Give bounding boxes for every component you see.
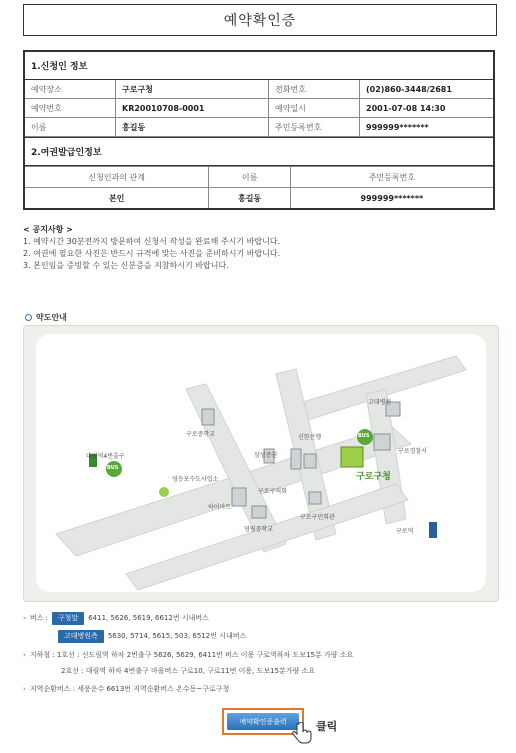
subway-line2: 2호선 : 대림역 하차 4번출구 마을버스 구로10, 구로11번 이용, 도보15분가량 소요 <box>61 667 316 675</box>
issuee-resident-header: 주민등록번호 <box>290 167 493 188</box>
reservation-no-label: 예약번호 <box>25 99 116 118</box>
notice-line: 1. 예약시간 30분전까지 방문하여 신청서 작성을 완료해 주시기 바랍니다. <box>23 237 281 246</box>
map-label-himart: 하이마트 <box>208 504 232 511</box>
subway-row <box>61 666 315 677</box>
bus-label: BUS <box>107 465 119 471</box>
bus-stop-badge: 고대병원측 <box>58 630 104 643</box>
map-label-samsung: 삼성증권 <box>254 452 278 459</box>
bus-row <box>23 612 209 625</box>
place-value: 구로구청 <box>116 80 269 99</box>
circular-bus-row <box>23 684 229 695</box>
map-label-daerim-station: 대림역4번출구 <box>86 453 125 460</box>
circular-bus-text: 지역순환버스 : 세풍운수 6613번 지역순환버스 온수동~구로구청 <box>29 685 230 693</box>
bullet-arrow-icon: › <box>23 651 26 659</box>
notice-line: 3. 본인임을 증빙할 수 있는 신분증을 지참하시기 바랍니다. <box>23 261 229 270</box>
bus-routes: 6411, 5626, 5619, 6612번 시내버스 <box>88 614 209 622</box>
phone-label: 전화번호 <box>269 80 360 99</box>
reservation-time-value: 2001-07-08 14:30 <box>360 99 494 118</box>
bus-label-text: 버스 : <box>29 614 48 622</box>
phone-value: (02)860-3448/2681 <box>360 80 494 99</box>
click-label: 클릭 <box>316 720 338 733</box>
table-row <box>25 167 493 188</box>
map-illustration <box>36 334 486 592</box>
map-box <box>23 325 499 602</box>
table-row <box>25 118 493 137</box>
map-label-guro-middle-school: 구로중학교 <box>186 431 215 438</box>
bullet-arrow-icon: › <box>23 614 26 622</box>
map-label-police: 구로경찰서 <box>398 448 427 455</box>
table-row <box>25 80 493 99</box>
issuee-resident-value: 999999******* <box>290 188 493 209</box>
pointer-hand-icon <box>292 722 312 744</box>
resident-no-label: 주민등록번호 <box>269 118 360 137</box>
map-label-hospital: 고대병원 <box>368 399 392 406</box>
notice-title: < 공지사항 > <box>23 225 73 234</box>
relation-header: 신청인과의 관계 <box>25 167 209 188</box>
map-label-shinhan-bank: 신한은행 <box>298 434 322 441</box>
name-label: 이름 <box>25 118 116 137</box>
bus-stop-badge: 구청앞 <box>52 612 84 625</box>
circle-bullet-icon <box>25 314 32 321</box>
map-label-city-hall: 구로구청 <box>356 472 391 482</box>
page-title-text: 예약확인증 <box>223 13 297 29</box>
bus-label: BUS <box>358 433 370 439</box>
page-title <box>23 4 497 36</box>
issuee-name-value: 홍길동 <box>209 188 290 209</box>
bus-row <box>58 630 246 643</box>
issuee-section-title: 2.여권발급인정보 <box>25 137 493 166</box>
map-label-water-office: 영등포수도사업소 <box>172 476 219 483</box>
subway-row <box>23 650 353 661</box>
reservation-info <box>23 50 495 210</box>
map-heading-text: 약도안내 <box>36 313 67 322</box>
map-label-council: 구로구의회 <box>258 488 287 495</box>
bullet-arrow-icon: › <box>23 685 26 693</box>
name-value: 홍길동 <box>116 118 269 137</box>
map-heading <box>25 312 67 323</box>
map <box>36 334 486 592</box>
relation-value: 본인 <box>25 188 209 209</box>
issuee-name-header: 이름 <box>209 167 290 188</box>
table-row <box>25 99 493 118</box>
reservation-no-value: KR20010708-0001 <box>116 99 269 118</box>
map-label-yeongrim-school: 영림중학교 <box>244 526 273 533</box>
map-label-guro-station: 구로역 <box>396 528 414 535</box>
applicant-section-title: 1.신청인 정보 <box>25 52 493 80</box>
print-confirmation-button[interactable]: 예약확인증출력 <box>227 713 299 730</box>
subway-line1: 지하철 : 1호선 : 신도림역 하차 2번출구 5626, 5629, 6411번 버스 이용 구로역하차 도보15분 가량 소요 <box>29 651 354 659</box>
applicant-table <box>25 80 493 137</box>
place-label: 예약장소 <box>25 80 116 99</box>
notice <box>23 224 280 272</box>
table-row <box>25 188 493 209</box>
notice-line: 2. 여권에 필요한 사진은 반드시 규격에 맞는 사진을 준비하시기 바랍니다. <box>23 249 281 258</box>
issuee-table <box>25 166 493 208</box>
map-label-civic-hall: 구로구민회관 <box>300 514 335 521</box>
resident-no-value: 999999******* <box>360 118 494 137</box>
bus-routes: 5630, 5714, 5615, 503, 6512번 시내버스 <box>107 632 247 640</box>
reservation-time-label: 예약일시 <box>269 99 360 118</box>
